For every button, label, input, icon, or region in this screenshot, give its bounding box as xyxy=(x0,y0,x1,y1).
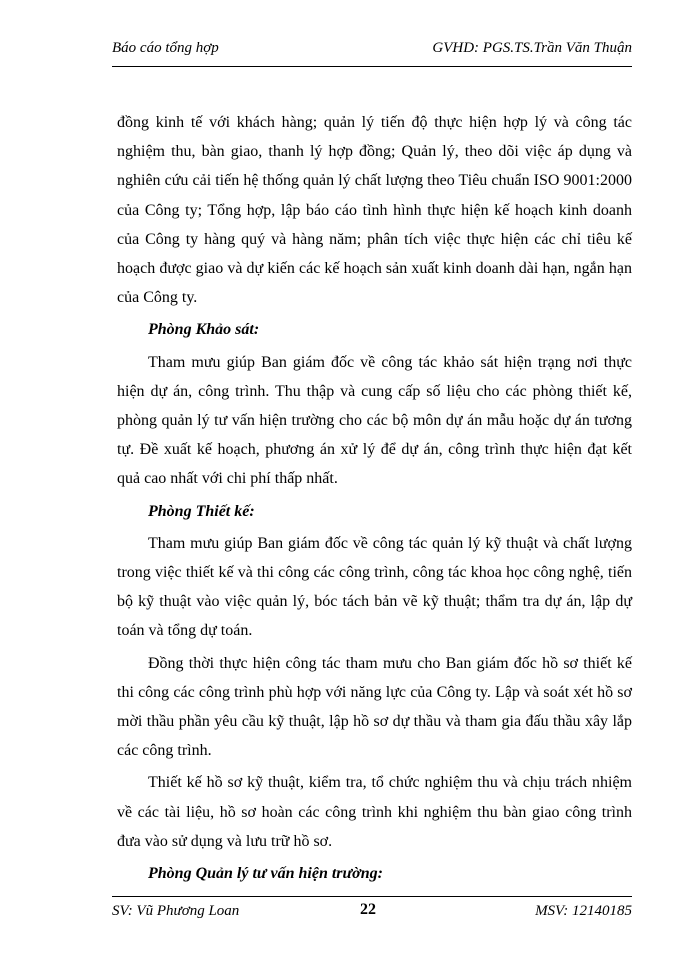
paragraph-khao-sat: Tham mưu giúp Ban giám đốc về công tác khảo sát hiện trạng nơi thực hiện dự án, công trình. Thu thập và cung cấp số liệu cho các phòng thiết kế, phòng quản lý tư vấn hiện trường cho các bộ môn dự án mẫu hoặc dự án tương tự. Đề xuất kế hoạch, phương án xử lý để dự án, công trình thực hiện đạt kết quả cao nhất với chi phí thấp nhất. xyxy=(117,353,632,488)
section-heading-khao-sat: Phòng Khảo sát: xyxy=(148,321,260,339)
page-number: 22 xyxy=(360,901,376,918)
section-heading-thiet-ke: Phòng Thiết kế: xyxy=(148,502,255,520)
page-footer xyxy=(112,896,632,927)
page-body xyxy=(117,108,632,888)
footer-student-name: SV: Vũ Phương Loan xyxy=(112,903,240,919)
paragraph-thiet-ke-2: Đồng thời thực hiện công tác tham mưu cho Ban giám đốc hồ sơ thiết kế thi công các công trình phù hợp với năng lực của Công ty. Lập và soát xét hồ sơ mời thầu phần yêu cầu kỹ thuật, lập hồ sơ dự thầu và tham gia đấu thầu xây lắp các công trình. xyxy=(117,654,632,760)
footer-student-id: MSV: 12140185 xyxy=(535,903,632,919)
header-report-title: Báo cáo tổng hợp xyxy=(112,40,219,56)
paragraph-thiet-ke-3: Thiết kế hồ sơ kỹ thuật, kiểm tra, tổ chức nghiệm thu và chịu trách nhiệm về các tài liệu, hồ sơ hoàn các công trình khi nghiệm thu bàn giao công trình đưa vào sử dụng và lưu trữ hồ sơ. xyxy=(117,774,632,850)
header-supervisor: GVHD: PGS.TS.Trần Văn Thuận xyxy=(432,40,632,56)
paragraph-continuation: đồng kinh tế với khách hàng; quản lý tiến độ thực hiện hợp lý và công tác nghiệm thu, bàn giao, thanh lý hợp đồng; Quản lý, theo dõi việc áp dụng và nghiên cứu cải tiến hệ thống quản lý chất lượng theo Tiêu chuẩn ISO 9001:2000 của Công ty; Tổng hợp, lập báo cáo tình hình thực hiện kế hoạch kinh doanh của Công ty hàng quý và hàng năm; phân tích việc thực hiện các chỉ tiêu kế hoạch được giao và dự kiến các kế hoạch sản xuất kinh doanh dài hạn, ngắn hạn của Công ty. xyxy=(117,114,632,307)
page-header xyxy=(112,36,632,67)
section-heading-quan-ly-tu-van: Phòng Quản lý tư vấn hiện trường: xyxy=(148,865,383,883)
paragraph-thiet-ke-1: Tham mưu giúp Ban giám đốc về công tác quản lý kỹ thuật và chất lượng trong việc thiết kế và thi công các công trình, công tác khoa học công nghệ, tiến bộ kỹ thuật vào việc quản lý, bóc tách bản vẽ kỹ thuật; thẩm tra dự án, lập dự toán và tổng dự toán. xyxy=(117,534,632,640)
